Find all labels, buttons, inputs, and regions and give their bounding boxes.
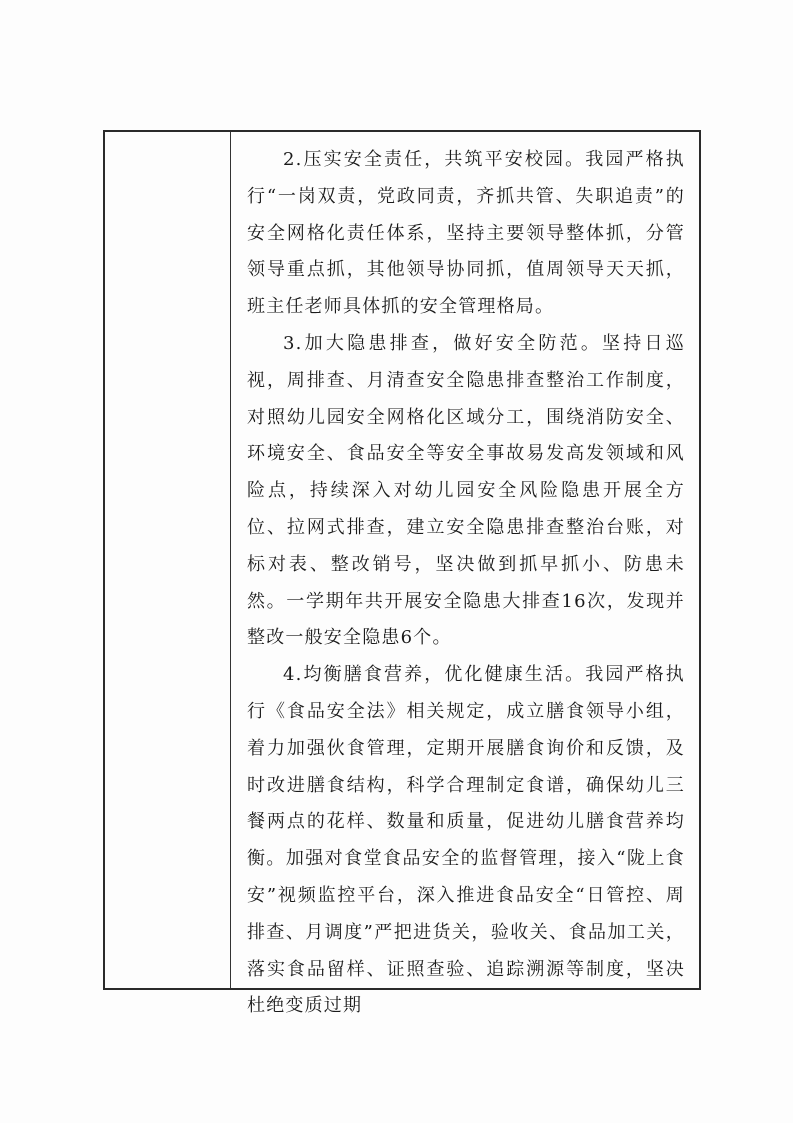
form-table [103,130,701,1017]
paragraph-dietary-nutrition: 4.均衡膳食营养，优化健康生活。我园严格执行《食品安全法》相关规定，成立膳食领导小组，着力加强伙食管理，定期开展膳食询价和反馈，及时改进膳食结构，科学合理制定食谱，确保幼儿三餐两点的花样、数量和质量，促进幼儿膳食营养均衡。加强对食堂食品安全的监督管理，接入“陇上食安”视频监控平台，深入推进食品安全“日管控、周排查、月调度”严把进货关，验收关、食品加工关，落实食品留样、证照查验、追踪溯源等制度，坚决杜绝变质过期 [247,664,685,1017]
paragraph-hazard-inspection: 3.加大隐患排查，做好安全防范。坚持日巡视，周排查、月清查安全隐患排查整治工作制度，对照幼儿园安全网格化区域分工，围绕消防安全、环境安全、食品安全等安全事故易发高发领域和风险点，持续深入对幼儿园安全风险隐患开展全方位、拉网式排查，建立安全隐患排查整治台账，对标对表、整改销号，坚决做到抓早抓小、防患未然。一学期年共开展安全隐患大排查16次，发现并整改一般安全隐患6个。 [247,332,685,649]
table-label-cell [105,132,231,988]
paragraph-safety-responsibility: 2.压实安全责任，共筑平安校园。我园严格执行“一岗双责，党政同责，齐抓共管、失职追责”的安全网格化责任体系，坚持主要领导整体抓，分管领导重点抓，其他领导协同抓，值周领导天天抓，班主任老师具体抓的安全管理格局。 [247,149,685,318]
table-content-cell [231,132,699,1017]
